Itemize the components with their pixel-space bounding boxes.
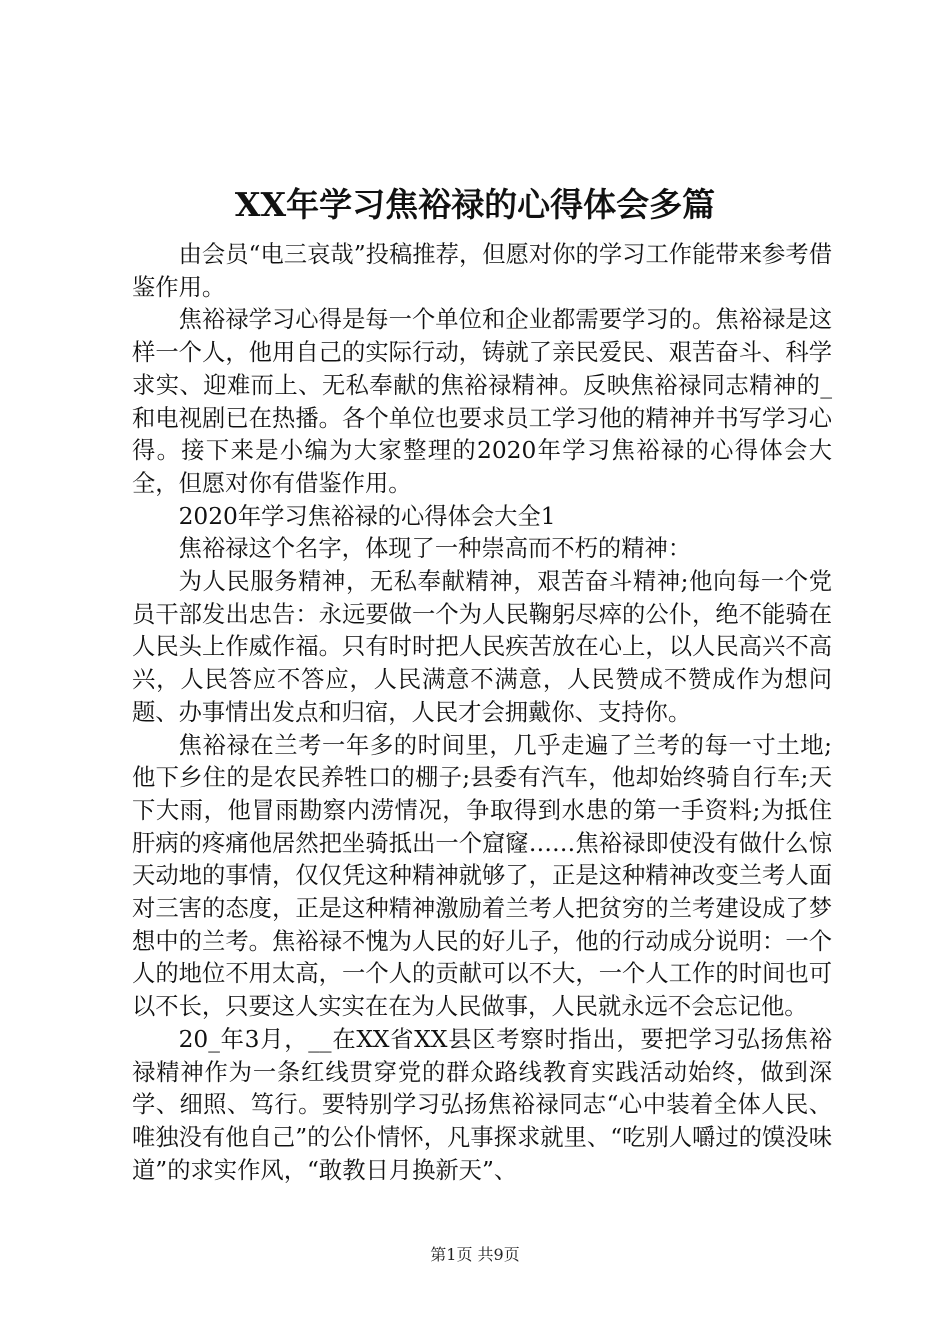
document-body	[132, 239, 832, 1187]
document-title: XX年学习焦裕禄的心得体会多篇	[234, 185, 716, 224]
paragraph: 焦裕禄学习心得是每一个单位和企业都需要学习的。焦裕禄是这样一个人，他用自己的实际行动，铸就了亲民爱民、艰苦奋斗、科学求实、迎难而上、无私奉献的焦裕禄精神。反映焦裕禄同志精神的_和电视剧已在热播。各个单位也要求员工学习他的精神并书写学习心得。接下来是小编为大家整理的2020年学习焦裕禄的心得体会大全，但愿对你有借鉴作用。	[132, 306, 832, 497]
paragraph: 由会员“电三哀哉”投稿推荐，但愿对你的学习工作能带来参考借鉴作用。	[132, 241, 832, 301]
paragraph: 焦裕禄在兰考一年多的时间里，几乎走遍了兰考的每一寸土地;他下乡住的是农民养牲口的棚子;县委有汽车，他却始终骑自行车;天下大雨，他冒雨勘察内涝情况，争取得到水患的第一手资料;为抵住肝病的疼痛他居然把坐骑抵出一个窟窿……焦裕禄即使没有做什么惊天动地的事情，仅仅凭这种精神就够了，正是这种精神改变兰考人面对三害的态度，正是这种精神激励着兰考人把贫穷的兰考建设成了梦想中的兰考。焦裕禄不愧为人民的好儿子，他的行动成分说明：一个人的地位不用太高，一个人的贡献可以不大，一个人工作的时间也可以不长，只要这人实实在在为人民做事，人民就永远不会忘记他。	[132, 731, 832, 1021]
section-heading: 2020年学习焦裕禄的心得体会大全1	[178, 502, 556, 530]
paragraph: 20_年3月，__在XX省XX县区考察时指出，要把学习弘扬焦裕禄精神作为一条红线贯穿党的群众路线教育实践活动始终，做到深学、细照、笃行。要特别学习弘扬焦裕禄同志“心中装着全体人民、唯独没有他自己”的公仆情怀，凡事探求就里、“吃别人嚼过的馍没味道”的求实作风，“敢教日月换新天”、	[132, 1025, 832, 1184]
page-number-footer: 第1页 共9页	[430, 1245, 520, 1264]
paragraph: 焦裕禄这个名字，体现了一种崇高而不朽的精神：	[178, 535, 692, 563]
paragraph: 为人民服务精神，无私奉献精神，艰苦奋斗精神;他向每一个党员干部发出忠告：永远要做一个为人民鞠躬尽瘁的公仆，绝不能骑在人民头上作威作福。只有时时把人民疾苦放在心上，以人民高兴不高兴，人民答应不答应，人民满意不满意，人民赞成不赞成作为想问题、办事情出发点和归宿，人民才会拥戴你、支持你。	[132, 568, 832, 726]
